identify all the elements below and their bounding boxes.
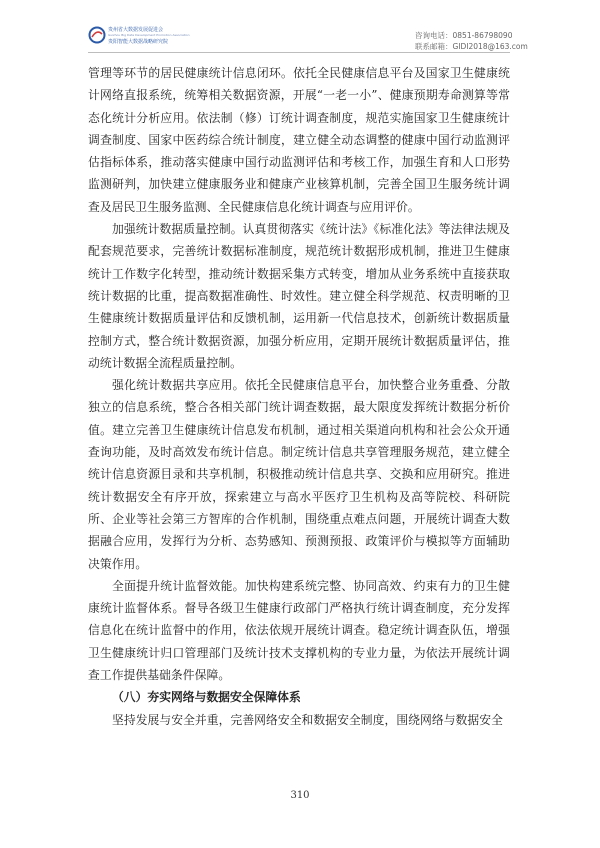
logo-emblem-icon (88, 26, 106, 44)
paragraph-3: 强化统计数据共享应用。依托全民健康信息平台，加快整合业务重叠、分散独立的信息系统，整合各相关部门统计调查数据，最大限度发挥统计数据分析价值。建立完善卫生健康统计信息发布机制，通过相关渠道向机构和社会公众开通查询功能，及时高效发布统计信息。制定统计信息共享管理服务规范，建立健全统计信息资源目录和共享机制，积极推动统计信息共享、交换和应用研究。推进统计数据安全有序开放，探索建立与高水平医疗卫生机构及高等院校、科研院所、企业等社会第三方智库的合作机制，围绕重点难点问题，开展统计调查大数据融合应用，发挥行为分析、态势感知、预测预报、政策评价与模拟等方面辅助决策作用。 (88, 378, 510, 571)
paragraph-4: 全面提升统计监督效能。加快构建系统完整、协同高效、约束有力的卫生健康统计监督体系。督导各级卫生健康行政部门严格执行统计调查制度，充分发挥信息化在统计监督中的作用，依法依规开展统计调查。稳定统计调查队伍，增强卫生健康统计归口管理部门及统计技术支撑机构的专业力量，为依法开展统计调查工作提供基础条件保障。 (88, 578, 510, 683)
paragraph-1: 管理等环节的居民健康统计信息闭环。依托全民健康信息平台及国家卫生健康统计网络直报系统，统筹相关数据资源，开展“一老一小”、健康预期寿命测算等常态化统计分析应用。依法制（修）订统计调查制度，规范实施国家卫生健康统计调查制度、国家中医药综合统计制度，建立健全动态调整的健康中国行动监测评估指标体系，推动落实健康中国行动监测评估和考核工作，加强生育和人口形势监测研判，加快建立健康服务业和健康产业核算机制，完善全国卫生服务统计调查及居民卫生服务监测、全民健康信息化统计调查与应用评价。 (88, 66, 510, 214)
contact-phone: 咨询电话：0851-86798090 (415, 31, 513, 40)
logo-text-english: Guizhou Big Data Development Promotion Association (108, 33, 190, 37)
logo-text-primary: 贵州省大数据发展促进会 (108, 27, 164, 33)
paragraph-2: 加强统计数据质量控制。认真贯彻落实《统计法》《标准化法》等法律法规及配套规范要求，完善统计数据标准制度，规范统计数据形成机制，推进卫生健康统计工作数字化转型，推动统计数据采集方式转变，增加从业务系统中直接获取统计数据的比重，提高数据准确性、时效性。建立健全科学规范、权责明晰的卫生健康统计数据质量评估和反馈机制，运用新一代信息技术，创新统计数据质量控制方式，整合统计数据资源，加强分析应用，定期开展统计数据质量评估，推动统计数据全流程质量控制。 (88, 222, 510, 370)
paragraph-5: 坚持发展与安全并重，完善网络安全和数据安全制度，围绕网络与数据安全 (112, 712, 503, 727)
organization-logo (88, 24, 190, 48)
page-header (0, 0, 600, 52)
document-body (88, 62, 510, 731)
page-number: 310 (290, 790, 310, 801)
section-heading: （八）夯实网络与数据安全保障体系 (112, 690, 301, 705)
contact-email: 联系邮箱：GIDI2018@163.com (415, 42, 528, 51)
logo-text-secondary: 贵阳智能大数据战略研究院 (108, 39, 169, 45)
contact-info (415, 30, 528, 52)
header-divider (88, 52, 510, 53)
